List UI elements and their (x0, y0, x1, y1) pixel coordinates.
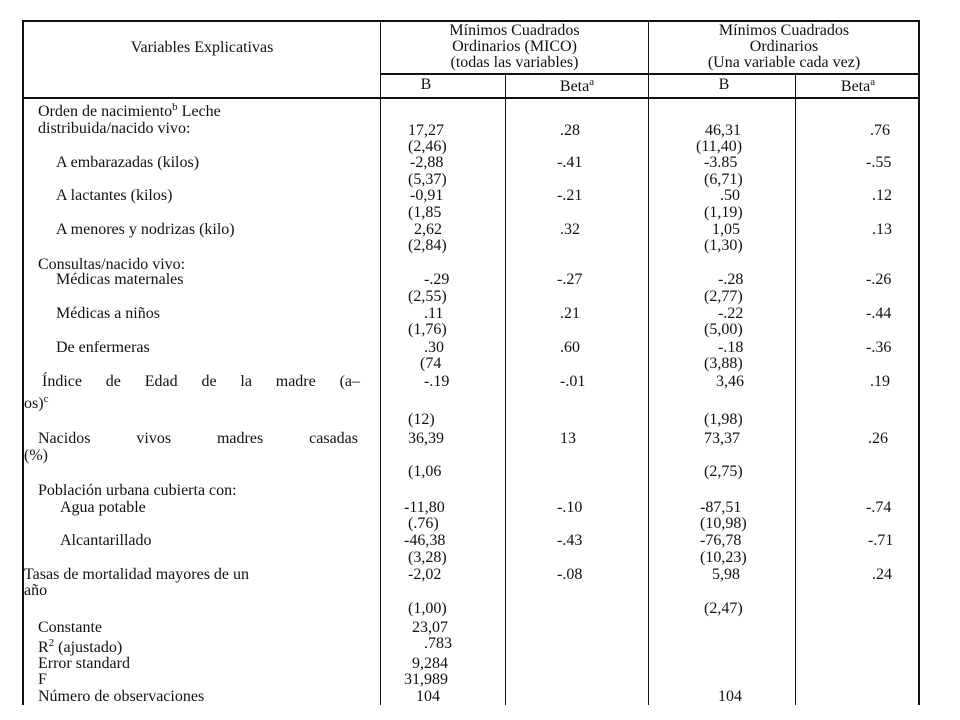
cell-b-single: -76,78 (700, 532, 742, 549)
cell-beta-single: .76 (870, 122, 890, 139)
cell-beta-mico: -.27 (557, 271, 583, 288)
cell-b-single: -.28 (718, 271, 744, 288)
header-rule (380, 73, 650, 75)
cell-beta-single: -.71 (868, 532, 894, 549)
header-mico-line-2: Ordinarios (MICO) (452, 38, 577, 55)
cell-b-single-se: (10,98) (700, 515, 747, 532)
cell-b-single-se: (2,47) (704, 600, 743, 617)
row-label: A lactantes (kilos) (56, 187, 173, 204)
row-label: De enfermeras (56, 339, 150, 356)
row-label: Constante (38, 619, 102, 636)
row-label: Índice de Edad de la madre (a– (42, 373, 360, 390)
row-label: Error standard (38, 655, 130, 672)
row-label: Nacidos vivos madres casadas (38, 430, 358, 447)
cell-b-mico: 31,989 (404, 671, 448, 688)
cell-b-mico-se: (.76) (408, 515, 439, 532)
cell-b-single: -.18 (718, 339, 744, 356)
header-bottom-rule (22, 97, 920, 99)
row-label: Médicas maternales (56, 271, 184, 288)
cell-beta-single: .26 (868, 430, 888, 447)
row-label (38, 637, 123, 656)
header-beta-mico (506, 76, 648, 95)
cell-beta-single: -.26 (866, 271, 892, 288)
cell-b-mico-se: (2,55) (408, 288, 447, 305)
row-label: Agua potable (60, 499, 146, 516)
cell-b-mico-se: (1,76) (408, 321, 447, 338)
cell-b-mico: .11 (424, 305, 444, 322)
cell-b-single-se: (1,30) (704, 237, 743, 254)
cell-b-mico: -46,38 (404, 532, 446, 549)
header-beta-single (796, 76, 920, 95)
row-label-text: (ajustado) (54, 639, 123, 656)
header-beta-label: Beta (559, 78, 590, 95)
cell-b-mico: 23,07 (412, 619, 448, 636)
cell-b-single-se: (1,19) (704, 204, 743, 221)
cell-beta-single: .24 (872, 566, 892, 583)
header-variables: Variables Explicativas (130, 39, 274, 56)
cell-b-single: 46,31 (705, 122, 741, 139)
column-divider (795, 74, 796, 705)
cell-b-mico: -11,80 (404, 499, 445, 516)
row-label (24, 393, 49, 412)
header-b-mico: B (420, 76, 432, 93)
cell-b-mico-se: (2,84) (408, 237, 447, 254)
cell-b-mico-se: (12) (408, 411, 435, 428)
cell-b-mico-se: (5,37) (408, 171, 447, 188)
cell-beta-mico: -.08 (557, 566, 583, 583)
row-label: Población urbana cubierta con: (38, 482, 237, 499)
cell-beta-single: -.36 (866, 339, 892, 356)
cell-b-mico: .30 (424, 339, 444, 356)
cell-beta-mico: -.41 (557, 154, 583, 171)
row-label (38, 101, 221, 120)
row-label: Médicas a niños (56, 305, 160, 322)
cell-b-mico: -0,91 (410, 187, 444, 204)
cell-b-mico: 17,27 (408, 122, 444, 139)
row-label: año (24, 582, 48, 599)
row-label-text: R (38, 639, 49, 656)
footnote-c: c (43, 393, 49, 405)
header-beta-sup: a (589, 76, 595, 88)
header-single-line-2: Ordinarios (749, 38, 819, 55)
row-label: (%) (24, 447, 48, 464)
cell-b-single: 104 (718, 688, 742, 705)
cell-beta-mico: .60 (560, 339, 580, 356)
cell-b-mico: 2,62 (414, 221, 442, 238)
cell-b-single-se: (1,98) (704, 411, 743, 428)
cell-b-single-se: (6,71) (704, 171, 743, 188)
cell-b-single-se: (2,77) (704, 288, 743, 305)
cell-beta-mico: -.01 (560, 373, 586, 390)
cell-b-mico: -.29 (424, 271, 450, 288)
cell-b-single-se: (11,40) (696, 138, 743, 155)
cell-b-mico-se: (1,85 (408, 204, 442, 221)
row-label: A embarazadas (kilos) (56, 154, 200, 171)
cell-b-single: -87,51 (700, 499, 742, 516)
superscript-2: 2 (48, 637, 55, 649)
cell-b-mico: 104 (416, 688, 440, 705)
row-label-text: Orden de nacimiento (38, 103, 173, 120)
cell-beta-mico: .32 (560, 221, 580, 238)
row-label: Número de observaciones (38, 688, 205, 705)
header-beta-sup: a (870, 76, 876, 88)
cell-b-mico-se: (2,46) (408, 138, 447, 155)
header-single-line-3: (Una variable cada vez) (707, 54, 861, 71)
cell-beta-mico: .28 (560, 122, 580, 139)
column-divider (380, 20, 381, 705)
header-single-line-1: Mínimos Cuadrados (718, 22, 850, 39)
cell-beta-single: -.55 (866, 154, 892, 171)
cell-b-single: -.22 (718, 305, 744, 322)
cell-b-mico: 9,284 (412, 655, 448, 672)
cell-beta-single: -.44 (866, 305, 892, 322)
cell-b-mico-se: (3,28) (408, 549, 447, 566)
cell-b-single: 5,98 (712, 566, 740, 583)
column-divider (505, 74, 506, 705)
cell-b-single-se: (5,00) (704, 321, 743, 338)
cell-b-mico: .783 (424, 635, 452, 652)
cell-b-single: .50 (720, 187, 740, 204)
cell-b-single-se: (10,23) (700, 549, 747, 566)
cell-beta-single: -.74 (866, 499, 892, 516)
row-label: distribuida/nacido vivo: (38, 120, 191, 137)
header-beta-label: Beta (840, 78, 871, 95)
cell-beta-mico: -.10 (557, 499, 583, 516)
cell-b-mico: -2,88 (410, 154, 444, 171)
cell-beta-mico: .21 (560, 305, 580, 322)
cell-b-single: -3.85 (704, 154, 738, 171)
row-label: F (38, 671, 47, 688)
cell-beta-single: .19 (870, 373, 890, 390)
cell-b-mico: -2,02 (408, 566, 442, 583)
cell-b-mico-se: (1,06 (408, 463, 442, 480)
header-mico-line-3: (todas las variables) (450, 54, 579, 71)
header-b-single: B (718, 76, 730, 93)
row-label: Alcantarillado (60, 532, 152, 549)
cell-beta-mico: -.21 (557, 187, 583, 204)
cell-beta-single: .12 (872, 187, 892, 204)
row-label: Tasas de mortalidad mayores de un (24, 566, 250, 583)
header-mico-line-1: Mínimos Cuadrados (449, 22, 580, 39)
row-label-text: os) (24, 395, 44, 412)
column-divider (648, 20, 649, 705)
cell-b-single: 73,37 (704, 430, 740, 447)
header-rule (648, 73, 920, 75)
cell-b-single: 3,46 (716, 373, 744, 390)
row-label: A menores y nodrizas (kilo) (56, 221, 235, 238)
cell-b-single-se: (2,75) (704, 463, 743, 480)
footnote-b: b (172, 101, 178, 113)
row-label-text: Leche (177, 103, 221, 120)
cell-b-single: 1,05 (712, 221, 740, 238)
cell-beta-mico: -.43 (557, 532, 583, 549)
cell-b-mico: 36,39 (408, 430, 444, 447)
row-label: Consultas/nacido vivo: (38, 256, 186, 273)
cell-b-mico-se: (74 (420, 355, 442, 372)
cell-b-mico-se: (1,00) (408, 600, 447, 617)
cell-beta-mico: 13 (560, 430, 576, 447)
cell-b-single-se: (3,88) (704, 355, 743, 372)
cell-b-mico: -.19 (424, 373, 450, 390)
cell-beta-single: .13 (872, 221, 892, 238)
